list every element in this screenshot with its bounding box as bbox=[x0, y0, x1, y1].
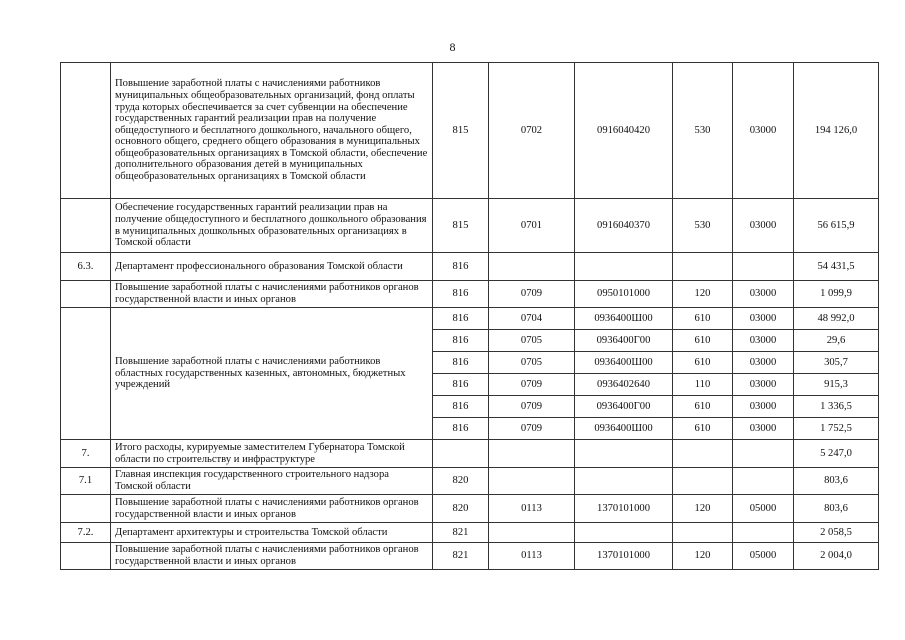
grbs-code bbox=[433, 440, 489, 468]
section-code: 0113 bbox=[489, 495, 575, 523]
expense-type-code: 610 bbox=[673, 308, 733, 330]
target-code: 0936400Ш00 bbox=[575, 418, 673, 440]
expense-type-code: 610 bbox=[673, 418, 733, 440]
row-description: Повышение заработной платы с начислениями работников органов государственной власти и иных органов bbox=[111, 495, 433, 523]
section-code bbox=[489, 468, 575, 495]
kosgu-code bbox=[733, 440, 794, 468]
section-code: 0705 bbox=[489, 352, 575, 374]
section-code: 0709 bbox=[489, 396, 575, 418]
target-code: 0936400Ш00 bbox=[575, 352, 673, 374]
section-code bbox=[489, 440, 575, 468]
row-description: Повышение заработной платы с начислениями работников органов государственной власти и иных органов bbox=[111, 281, 433, 308]
amount: 194 126,0 bbox=[794, 63, 879, 199]
table-row bbox=[61, 308, 879, 330]
target-code bbox=[575, 253, 673, 281]
section-code: 0113 bbox=[489, 543, 575, 570]
grbs-code: 816 bbox=[433, 281, 489, 308]
expense-type-code bbox=[673, 253, 733, 281]
section-code: 0709 bbox=[489, 281, 575, 308]
row-number: 7.2. bbox=[61, 523, 111, 543]
amount: 48 992,0 bbox=[794, 308, 879, 330]
grbs-code: 816 bbox=[433, 352, 489, 374]
grbs-code: 820 bbox=[433, 495, 489, 523]
amount: 2 004,0 bbox=[794, 543, 879, 570]
grbs-code: 816 bbox=[433, 396, 489, 418]
target-code bbox=[575, 440, 673, 468]
kosgu-code: 03000 bbox=[733, 308, 794, 330]
row-number: 6.3. bbox=[61, 253, 111, 281]
kosgu-code: 05000 bbox=[733, 495, 794, 523]
expense-type-code: 120 bbox=[673, 281, 733, 308]
row-description: Главная инспекция государственного строительного надзора Томской области bbox=[111, 468, 433, 495]
row-number bbox=[61, 543, 111, 570]
kosgu-code: 03000 bbox=[733, 352, 794, 374]
kosgu-code: 03000 bbox=[733, 199, 794, 253]
target-code: 0950101000 bbox=[575, 281, 673, 308]
row-description: Повышение заработной платы с начислениями работников областных государственных казенных, автономных, бюджетных учреждений bbox=[111, 308, 433, 440]
grbs-code: 816 bbox=[433, 308, 489, 330]
row-description: Повышение заработной платы с начислениями работников органов государственной власти и иных органов bbox=[111, 543, 433, 570]
row-description: Итого расходы, курируемые заместителем Губернатора Томской области по строительству и инфраструктуре bbox=[111, 440, 433, 468]
expense-type-code: 120 bbox=[673, 543, 733, 570]
kosgu-code: 03000 bbox=[733, 396, 794, 418]
amount: 305,7 bbox=[794, 352, 879, 374]
row-description: Департамент профессионального образования Томской области bbox=[111, 253, 433, 281]
expense-type-code bbox=[673, 523, 733, 543]
kosgu-code: 05000 bbox=[733, 543, 794, 570]
row-number bbox=[61, 199, 111, 253]
kosgu-code: 03000 bbox=[733, 330, 794, 352]
grbs-code: 821 bbox=[433, 543, 489, 570]
table-row bbox=[61, 281, 879, 308]
grbs-code: 821 bbox=[433, 523, 489, 543]
amount: 2 058,5 bbox=[794, 523, 879, 543]
amount: 915,3 bbox=[794, 374, 879, 396]
table-row bbox=[61, 440, 879, 468]
amount: 1 336,5 bbox=[794, 396, 879, 418]
expense-type-code bbox=[673, 440, 733, 468]
kosgu-code: 03000 bbox=[733, 63, 794, 199]
grbs-code: 816 bbox=[433, 253, 489, 281]
amount: 56 615,9 bbox=[794, 199, 879, 253]
kosgu-code: 03000 bbox=[733, 418, 794, 440]
target-code: 0916040370 bbox=[575, 199, 673, 253]
expense-type-code: 610 bbox=[673, 330, 733, 352]
section-code: 0705 bbox=[489, 330, 575, 352]
table-row bbox=[61, 523, 879, 543]
amount: 1 752,5 bbox=[794, 418, 879, 440]
expense-type-code: 530 bbox=[673, 63, 733, 199]
amount: 29,6 bbox=[794, 330, 879, 352]
section-code: 0709 bbox=[489, 374, 575, 396]
table-row bbox=[61, 253, 879, 281]
expense-type-code: 120 bbox=[673, 495, 733, 523]
target-code: 1370101000 bbox=[575, 495, 673, 523]
section-code: 0702 bbox=[489, 63, 575, 199]
row-description: Повышение заработной платы с начислениями работников муниципальных общеобразовательных организаций, фонд оплаты труда которых обеспечивается за счет субвенции на обеспечение государственных гарантий реализации прав на получение общедоступного и бесплатного дошкольного, начального общего, основного общего, среднего общего образования в муниципальных общеобразовательных организациях в Томской области, обеспечение дополнительного образования детей в муниципальных общеобразовательных организациях в Томской области bbox=[111, 63, 433, 199]
row-description: Департамент архитектуры и строительства Томской области bbox=[111, 523, 433, 543]
row-number: 7.1 bbox=[61, 468, 111, 495]
section-code: 0704 bbox=[489, 308, 575, 330]
amount: 803,6 bbox=[794, 495, 879, 523]
expense-type-code: 110 bbox=[673, 374, 733, 396]
target-code bbox=[575, 523, 673, 543]
section-code bbox=[489, 253, 575, 281]
grbs-code: 820 bbox=[433, 468, 489, 495]
target-code: 0916040420 bbox=[575, 63, 673, 199]
grbs-code: 816 bbox=[433, 374, 489, 396]
grbs-code: 815 bbox=[433, 199, 489, 253]
row-number bbox=[61, 495, 111, 523]
expense-type-code: 530 bbox=[673, 199, 733, 253]
kosgu-code bbox=[733, 468, 794, 495]
amount: 5 247,0 bbox=[794, 440, 879, 468]
target-code: 0936400Ш00 bbox=[575, 308, 673, 330]
table-row bbox=[61, 63, 879, 199]
expense-type-code bbox=[673, 468, 733, 495]
kosgu-code: 03000 bbox=[733, 374, 794, 396]
table-row bbox=[61, 468, 879, 495]
target-code: 1370101000 bbox=[575, 543, 673, 570]
kosgu-code bbox=[733, 523, 794, 543]
amount: 54 431,5 bbox=[794, 253, 879, 281]
target-code bbox=[575, 468, 673, 495]
target-code: 0936400Г00 bbox=[575, 396, 673, 418]
section-code: 0709 bbox=[489, 418, 575, 440]
kosgu-code: 03000 bbox=[733, 281, 794, 308]
amount: 1 099,9 bbox=[794, 281, 879, 308]
table-row bbox=[61, 543, 879, 570]
section-code bbox=[489, 523, 575, 543]
expense-type-code: 610 bbox=[673, 352, 733, 374]
table-row bbox=[61, 199, 879, 253]
page-number: 8 bbox=[449, 40, 456, 54]
row-number bbox=[61, 308, 111, 440]
row-number bbox=[61, 63, 111, 199]
target-code: 0936400Г00 bbox=[575, 330, 673, 352]
row-description: Обеспечение государственных гарантий реализации прав на получение общедоступного и бесплатного дошкольного образования в муниципальных дошкольных образовательных организациях в Томской области bbox=[111, 199, 433, 253]
grbs-code: 815 bbox=[433, 63, 489, 199]
amount: 803,6 bbox=[794, 468, 879, 495]
budget-table bbox=[60, 62, 879, 570]
row-number bbox=[61, 281, 111, 308]
table-row bbox=[61, 495, 879, 523]
target-code: 0936402640 bbox=[575, 374, 673, 396]
grbs-code: 816 bbox=[433, 330, 489, 352]
grbs-code: 816 bbox=[433, 418, 489, 440]
kosgu-code bbox=[733, 253, 794, 281]
section-code: 0701 bbox=[489, 199, 575, 253]
expense-type-code: 610 bbox=[673, 396, 733, 418]
row-number: 7. bbox=[61, 440, 111, 468]
